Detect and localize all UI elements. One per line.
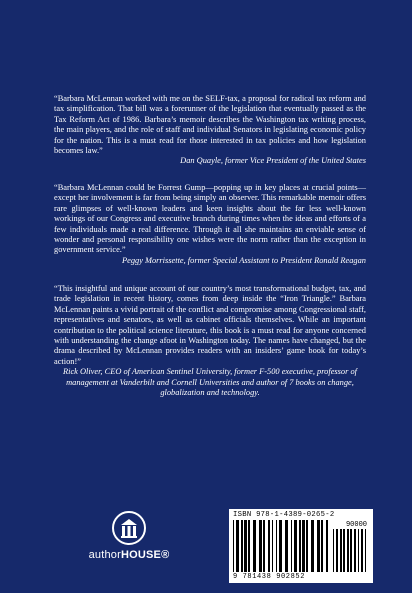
barcode-bar: [311, 520, 314, 572]
addon-barcode-bars: [333, 529, 367, 572]
publisher-name: authorHOUSE®: [88, 549, 170, 561]
barcode-bar: [236, 520, 239, 572]
barcode-bar: [276, 520, 277, 572]
barcode-bar: [268, 520, 270, 572]
endorsement-attribution: Peggy Morrissette, former Special Assistant to President Ronald Reagan: [121, 255, 366, 265]
endorsement-morrissette: [54, 183, 366, 266]
barcode-bar: [302, 520, 305, 572]
barcode-bar: [291, 520, 292, 572]
barcode-bar: [336, 529, 338, 572]
barcode-bar: [358, 529, 359, 572]
barcode-bar: [361, 529, 363, 572]
barcode-bar: [299, 520, 301, 572]
barcode-bar: [253, 520, 256, 572]
barcode-bar: [294, 520, 297, 572]
barcode-bar: [244, 520, 247, 572]
barcode-bar: [321, 520, 323, 572]
barcode-bar: [279, 520, 282, 572]
barcode-bar: [343, 529, 345, 572]
endorsement-text: “This insightful and unique account of our country’s most transformational budget, tax, and trade legislation in recent history, comes from deep inside the “Iron Triangle.” Barbara McLennan paints a vivid portrait of the conflict and compromise among Congressional staff, representatives and senators, as well as cabinet officials themselves. While an important contribution to the political science literature, this book is a must read for anyone concerned with understanding the change afoot in Washington today. The names have changed, but the drama described by McLennan provides readers with an insiders’ game book for today’s action!”: [54, 284, 366, 366]
barcode-bar: [263, 520, 265, 572]
publisher-logo: [84, 511, 174, 561]
isbn-barcode: [229, 509, 373, 583]
barcode-bar: [306, 520, 308, 572]
barcode-bar: [285, 520, 288, 572]
barcode-bar: [272, 520, 273, 572]
barcode-bar: [333, 529, 334, 572]
barcode-bar: [259, 520, 262, 572]
ean-barcode-bars: [233, 520, 329, 572]
barcode-bar: [233, 520, 234, 572]
barcode-bar: [354, 529, 356, 572]
barcode-bar: [326, 520, 328, 572]
price-code: 90000: [345, 521, 367, 529]
barcode-bar: [241, 520, 243, 572]
barcode-bar: [347, 529, 349, 572]
barcode-bar: [340, 529, 342, 572]
endorsement-oliver: [54, 284, 366, 398]
barcode-bar: [365, 529, 366, 572]
barcode-bar: [248, 520, 250, 572]
endorsement-text: “Barbara McLennan could be Forrest Gump—popping up in key places at crucial points—except her involvement is far from being simply an observer. This remarkable memoir offers rare glimpses of well-known leaders and keen insights about the far less well-known workings of our Congress and executive branch during times when the ideas and efforts of a few individuals made a real difference. Through it all she maintains an enviable sense of wonder and personal responsibility one wishes were the norm rather than the exception in government service.”: [54, 183, 366, 255]
barcode-digits: 9 781438 902852: [233, 573, 306, 581]
barcode-bar: [350, 529, 352, 572]
endorsement-text: “Barbara McLennan worked with me on the SELF-tax, a proposal for radical tax reform and tax simplification. That bill was a forerunner of the legislation that eventually passed as the Tax Reform Act of 1986. Barbara’s memoir describes the Washington tax writing process, the main players, and the role of staff and individual Senators in legislating economic policy for the nation. This is a must read for those interested in tax policies and how legislation becomes law.”: [54, 94, 366, 156]
barcode-bar: [317, 520, 320, 572]
endorsement-attribution: Dan Quayle, former Vice President of the United States: [180, 156, 366, 166]
house-columns-icon: [112, 511, 146, 545]
isbn-label: ISBN 978-1-4389-0265-2: [233, 511, 335, 519]
endorsement-attribution: Rick Oliver, CEO of American Sentinel University, former F-500 executive, professor of management at Vanderbilt and Cornell Universities and author of 7 books on change, globalization and technology.: [63, 367, 357, 398]
endorsement-quayle: [54, 94, 366, 167]
